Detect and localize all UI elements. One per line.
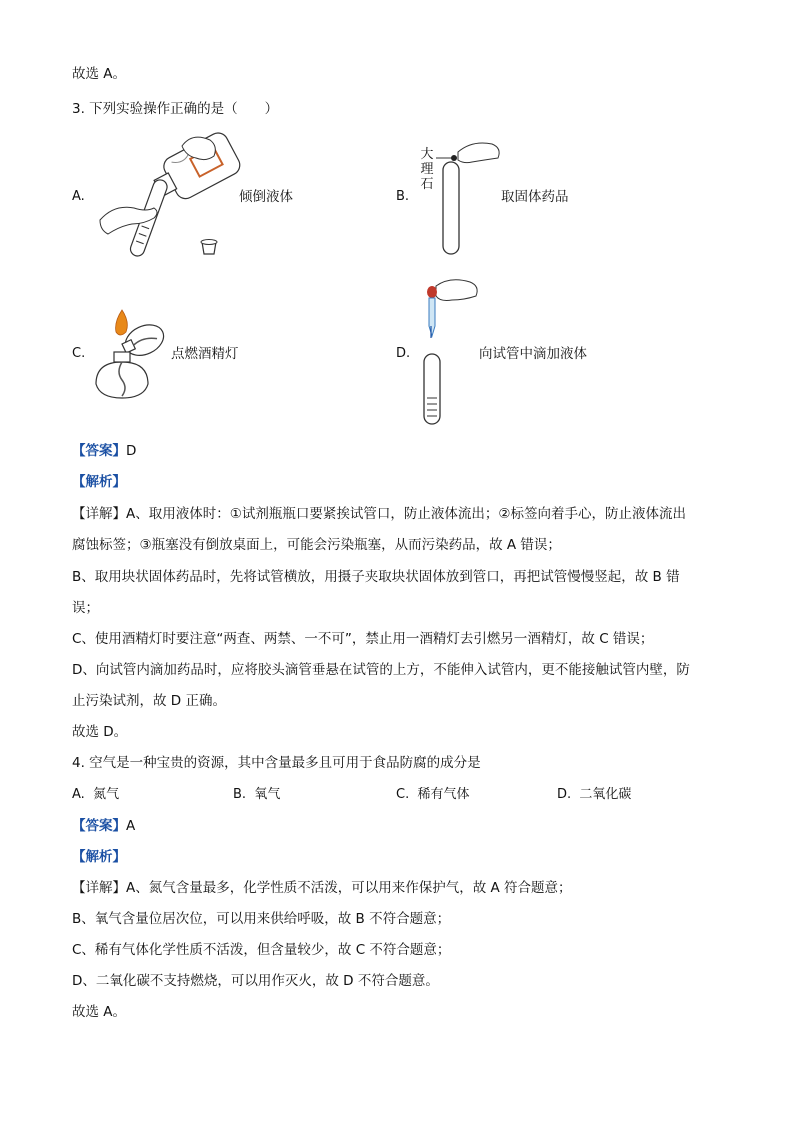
q4-option-a <box>72 786 119 804</box>
q3-option-a-letter: A. <box>72 189 85 204</box>
pouring-liquid-figure <box>98 128 248 268</box>
option-text: 稀有气体 <box>417 787 470 802</box>
analysis-tag: 【解析】 <box>72 849 126 865</box>
q3-option-d-letter: D. <box>396 346 411 361</box>
option-text: 氮气 <box>93 787 120 802</box>
q3-option-b-caption: 取固体药品 <box>501 189 569 205</box>
text-line: D、向试管内滴加药品时，应将胶头滴管垂悬在试管的上方，不能伸入试管内，更不能接触试管内壁，防 <box>72 662 690 678</box>
answer-value: A <box>126 818 136 834</box>
text-line: 腐蚀标签；③瓶塞没有倒放桌面上，可能会污染瓶塞，从而污染药品，故 A 错误； <box>72 537 561 553</box>
lighting-lamp-figure <box>92 306 172 406</box>
text-line: 故选 A。 <box>72 1004 127 1020</box>
taking-solid-figure <box>430 140 510 260</box>
question-4-stem: 4. 空气是一种宝贵的资源，其中含量最多且可用于食品防腐的成分是 <box>72 755 481 771</box>
option-letter: C. <box>396 787 410 802</box>
answer-value: D <box>126 443 137 459</box>
answer-tag: 【答案】 <box>72 818 126 834</box>
dropper-icon <box>429 298 435 336</box>
answer-tag: 【答案】 <box>72 443 126 459</box>
option-letter: B. <box>233 787 247 802</box>
q4-analysis-tag <box>72 847 126 867</box>
test-tube-icon <box>424 354 440 424</box>
analysis-tag: 【解析】 <box>72 474 126 490</box>
q3-option-a-caption: 倾倒液体 <box>239 189 293 205</box>
option-letter: A. <box>72 787 85 802</box>
q4-answer <box>72 816 135 836</box>
marble-label: 大理石 <box>420 147 434 192</box>
text-line: 【详解】A、取用液体时：①试剂瓶瓶口要紧挨试管口，防止液体流出；②标签向着手心，防止液体流出 <box>72 506 686 522</box>
text-line: D、二氧化碳不支持燃烧，可以用作灭火，故 D 不符合题意。 <box>72 973 439 989</box>
test-tube-icon <box>443 162 459 254</box>
q3-option-c-caption: 点燃酒精灯 <box>171 346 239 362</box>
hand-icon <box>436 280 477 301</box>
option-text: 二氧化碳 <box>579 787 632 802</box>
text-line: B、取用块状固体药品时，先将试管横放，用摄子夹取块状固体放到管口，再把试管慢慢竖起，故 B 错 <box>72 569 680 585</box>
alcohol-lamp-icon <box>96 352 148 398</box>
q3-analysis-tag <box>72 472 126 492</box>
hand-icon <box>458 143 499 163</box>
q3-option-d-caption: 向试管中滴加液体 <box>479 346 587 362</box>
q3-answer <box>72 441 136 461</box>
text-line: C、使用酒精灯时要注意“两查、两禁、一不可”，禁止用一酒精灯去引燃另一酒精灯，故 C 错误； <box>72 631 654 647</box>
option-letter: D. <box>557 787 572 802</box>
q4-option-c <box>396 786 470 804</box>
question-3-stem: 3. 下列实验操作正确的是（ ） <box>72 101 279 117</box>
text-line: 故选 A。 <box>72 66 127 82</box>
q4-option-d <box>557 786 631 804</box>
q4-option-b <box>233 786 280 804</box>
text-line: C、稀有气体化学性质不活泼，但含量较少，故 C 不符合题意； <box>72 942 451 958</box>
dropper-bulb-icon <box>427 286 437 298</box>
marble-icon <box>451 155 457 161</box>
text-line: 止污染试剂，故 D 正确。 <box>72 693 226 709</box>
dropping-liquid-figure <box>418 280 488 430</box>
q3-option-c-letter: C. <box>72 346 86 361</box>
text-line: 【详解】A、氮气含量最多，化学性质不活泼，可以用来作保护气，故 A 符合题意； <box>72 880 572 896</box>
q3-option-b-letter: B. <box>396 189 410 204</box>
flame-icon <box>116 310 128 335</box>
text-line: 故选 D。 <box>72 724 128 740</box>
text-line: 误； <box>72 600 99 616</box>
text-line: B、氧气含量位居次位，可以用来供给呼吸，故 B 不符合题意； <box>72 911 451 927</box>
option-text: 氧气 <box>254 787 281 802</box>
